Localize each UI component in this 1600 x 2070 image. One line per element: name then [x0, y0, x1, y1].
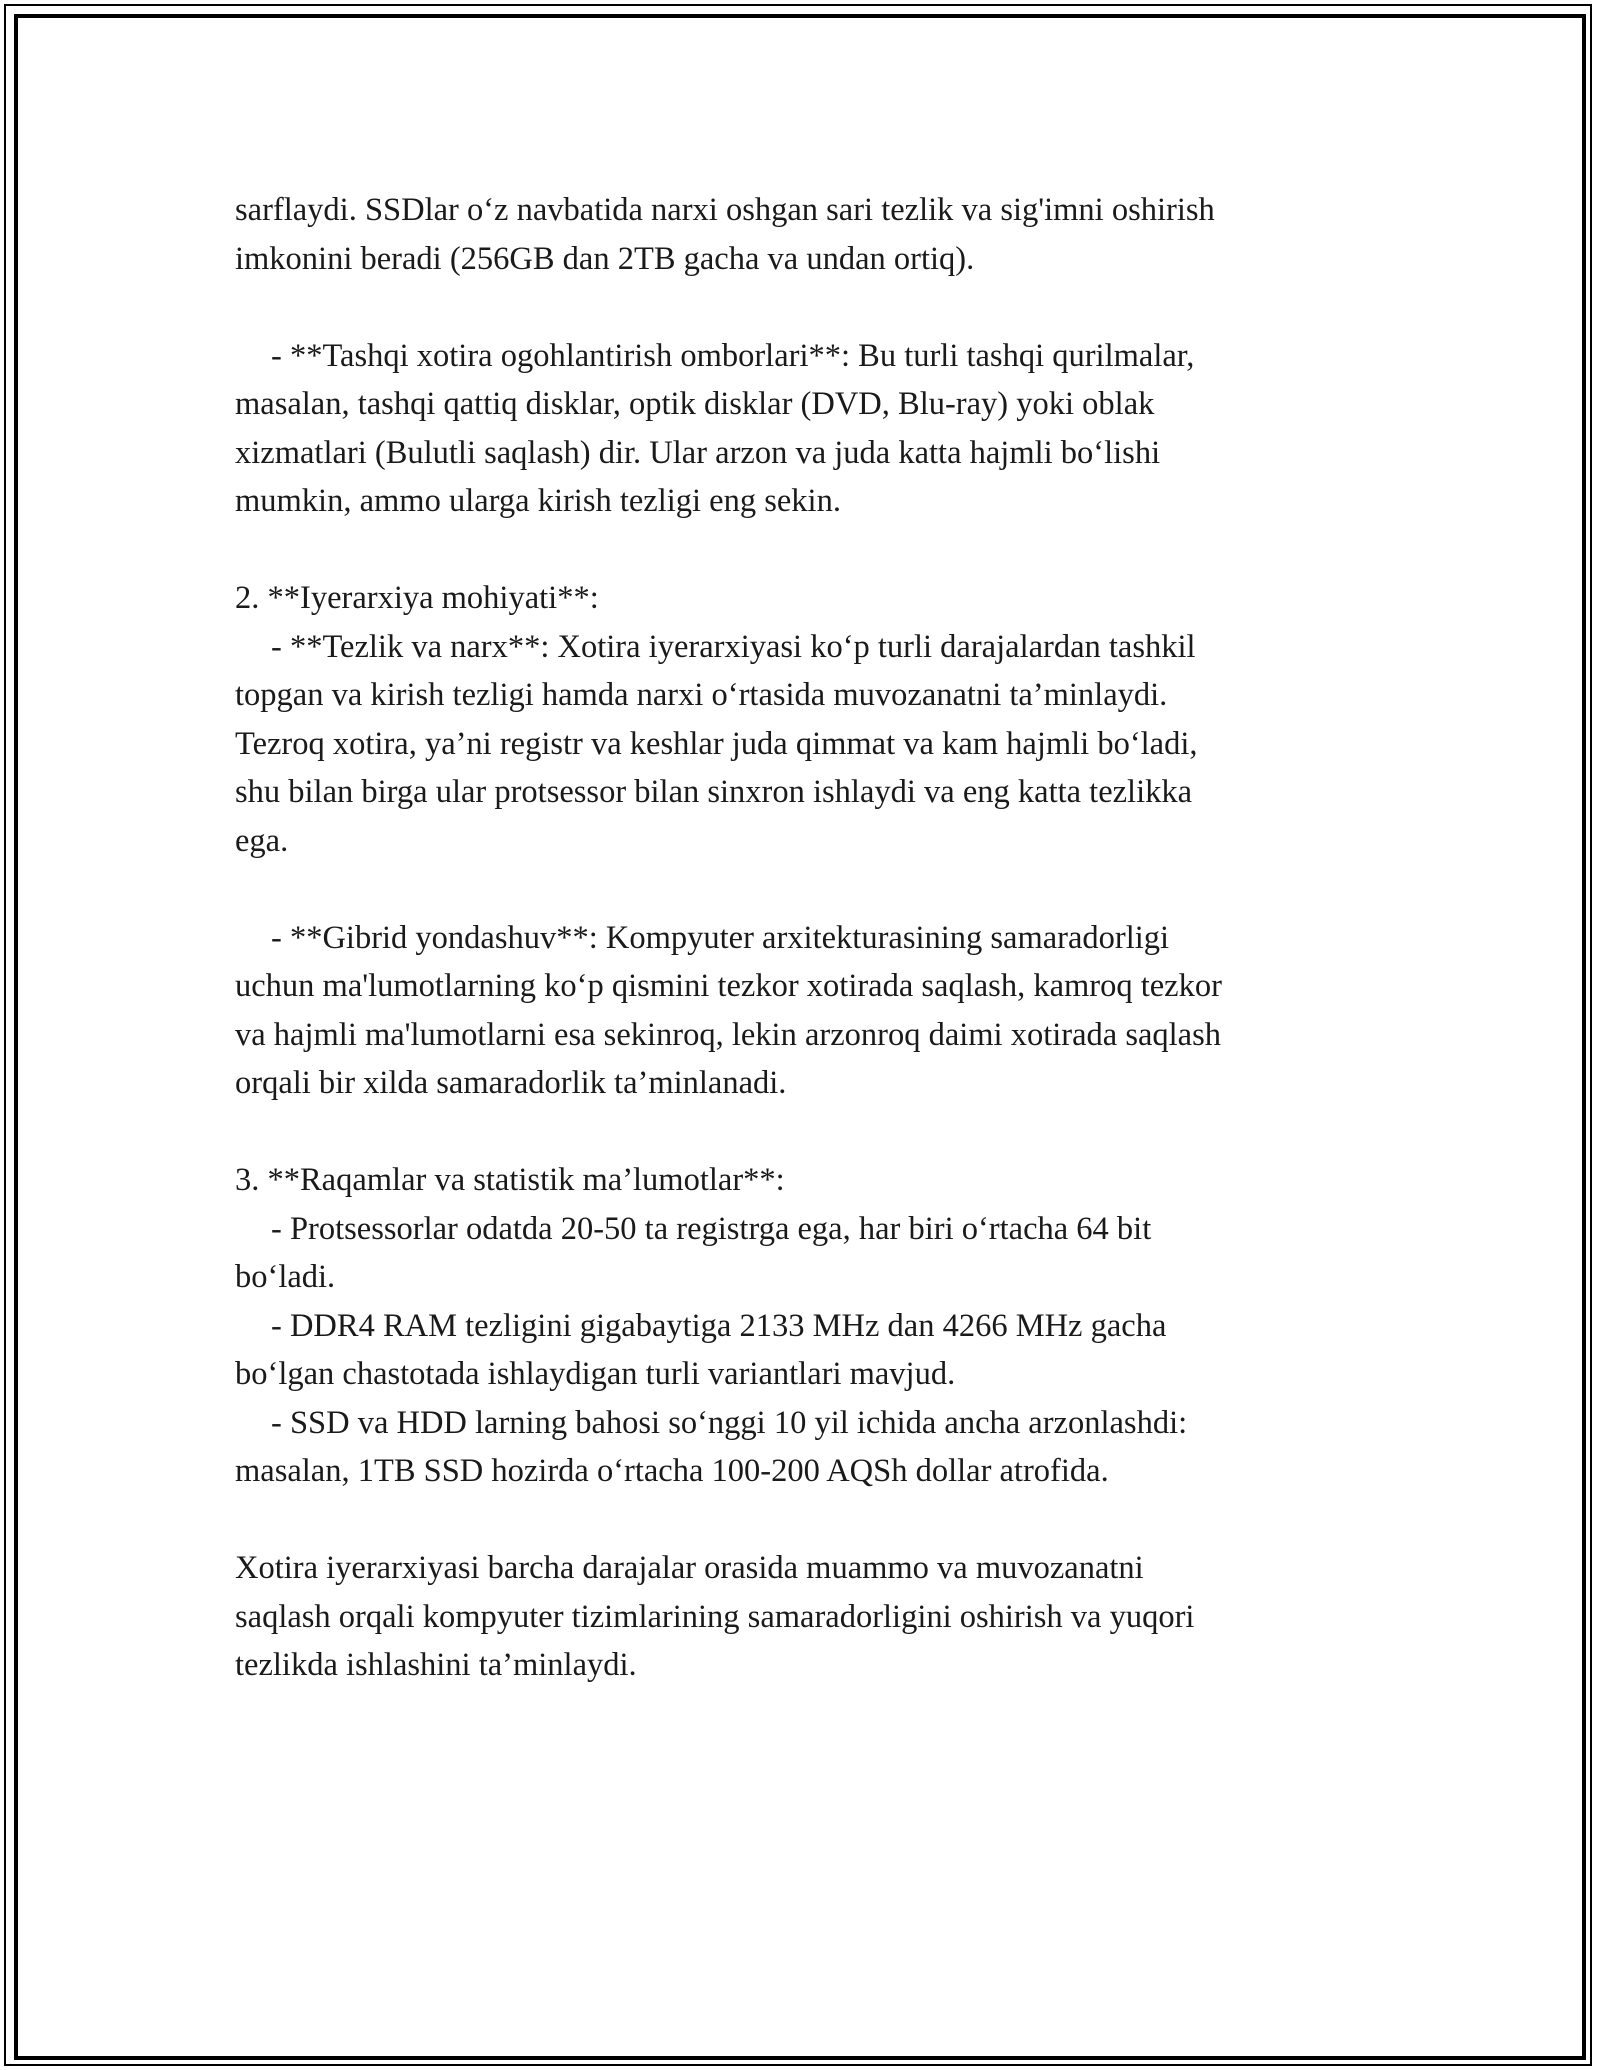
text-line: saqlash orqali kompyuter tizimlarining samaradorligini oshirish va yuqori — [235, 1598, 1195, 1635]
document-body — [235, 186, 1375, 1690]
text-line: - **Tashqi xotira ogohlantirish omborlari**: Bu turli tashqi qurilmalar, — [271, 337, 1195, 374]
section-heading: 2. **Iyerarxiya mohiyati**: — [235, 580, 599, 616]
text-line: Tezroq xotira, ya’ni registr va keshlar juda qimmat va kam hajmli bo‘ladi, — [235, 725, 1198, 762]
text-line: Xotira iyerarxiyasi barcha darajalar orasida muammo va muvozanatni — [235, 1550, 1144, 1586]
text-line: masalan, tashqi qattiq disklar, optik disklar (DVD, Blu-ray) yoki oblak — [235, 386, 1155, 422]
text-line: - SSD va HDD larning bahosi so‘nggi 10 yil ichida ancha arzonlashdi: — [271, 1404, 1188, 1441]
text-line: - DDR4 RAM tezligini gigabaytiga 2133 MHz dan 4266 MHz gacha — [271, 1307, 1167, 1344]
text-line: shu bilan birga ular protsessor bilan sinxron ishlaydi va eng katta tezlikka — [235, 774, 1193, 810]
blank-line — [235, 1496, 1375, 1545]
text-line: sarflaydi. SSDlar o‘z navbatida narxi oshgan sari tezlik va sig'imni oshirish — [235, 192, 1215, 228]
blank-line — [235, 526, 1375, 575]
text-line: bo‘lgan chastotada ishlaydigan turli variantlari mavjud. — [235, 1356, 956, 1392]
text-line: - Protsessorlar odatda 20-50 ta registrga ega, har biri o‘rtacha 64 bit — [271, 1210, 1152, 1247]
text-line: xizmatlari (Bulutli saqlash) dir. Ular arzon va juda katta hajmli bo‘lishi — [235, 434, 1161, 471]
text-line: tezlikda ishlashini ta’minlaydi. — [235, 1647, 637, 1683]
text-line: bo‘ladi. — [235, 1259, 336, 1295]
text-line: - **Tezlik va narx**: Xotira iyerarxiyasi ko‘p turli darajalardan tashkil — [271, 628, 1196, 665]
blank-line — [235, 283, 1375, 332]
text-line: mumkin, ammo ularga kirish tezligi eng sekin. — [235, 483, 841, 519]
text-line: va hajmli ma'lumotlarni esa sekinroq, lekin arzonroq daimi xotirada saqlash — [235, 1016, 1221, 1053]
text-line: - **Gibrid yondashuv**: Kompyuter arxitekturasining samaradorligi — [271, 919, 1170, 956]
blank-line — [235, 1108, 1375, 1157]
text-line: imkonini beradi (256GB dan 2TB gacha va undan ortiq). — [235, 240, 975, 277]
section-heading: 3. **Raqamlar va statistik ma’lumotlar**: — [235, 1162, 785, 1198]
text-line: uchun ma'lumotlarning ko‘p qismini tezkor xotirada saqlash, kamroq tezkor — [235, 968, 1222, 1004]
text-line: orqali bir xilda samaradorlik ta’minlanadi. — [235, 1065, 787, 1101]
text-line: masalan, 1TB SSD hozirda o‘rtacha 100-200 AQSh dollar atrofida. — [235, 1453, 1109, 1489]
blank-line — [235, 865, 1375, 914]
text-line: topgan va kirish tezligi hamda narxi o‘rtasida muvozanatni ta’minlaydi. — [235, 677, 1168, 713]
text-line: ega. — [235, 822, 289, 859]
